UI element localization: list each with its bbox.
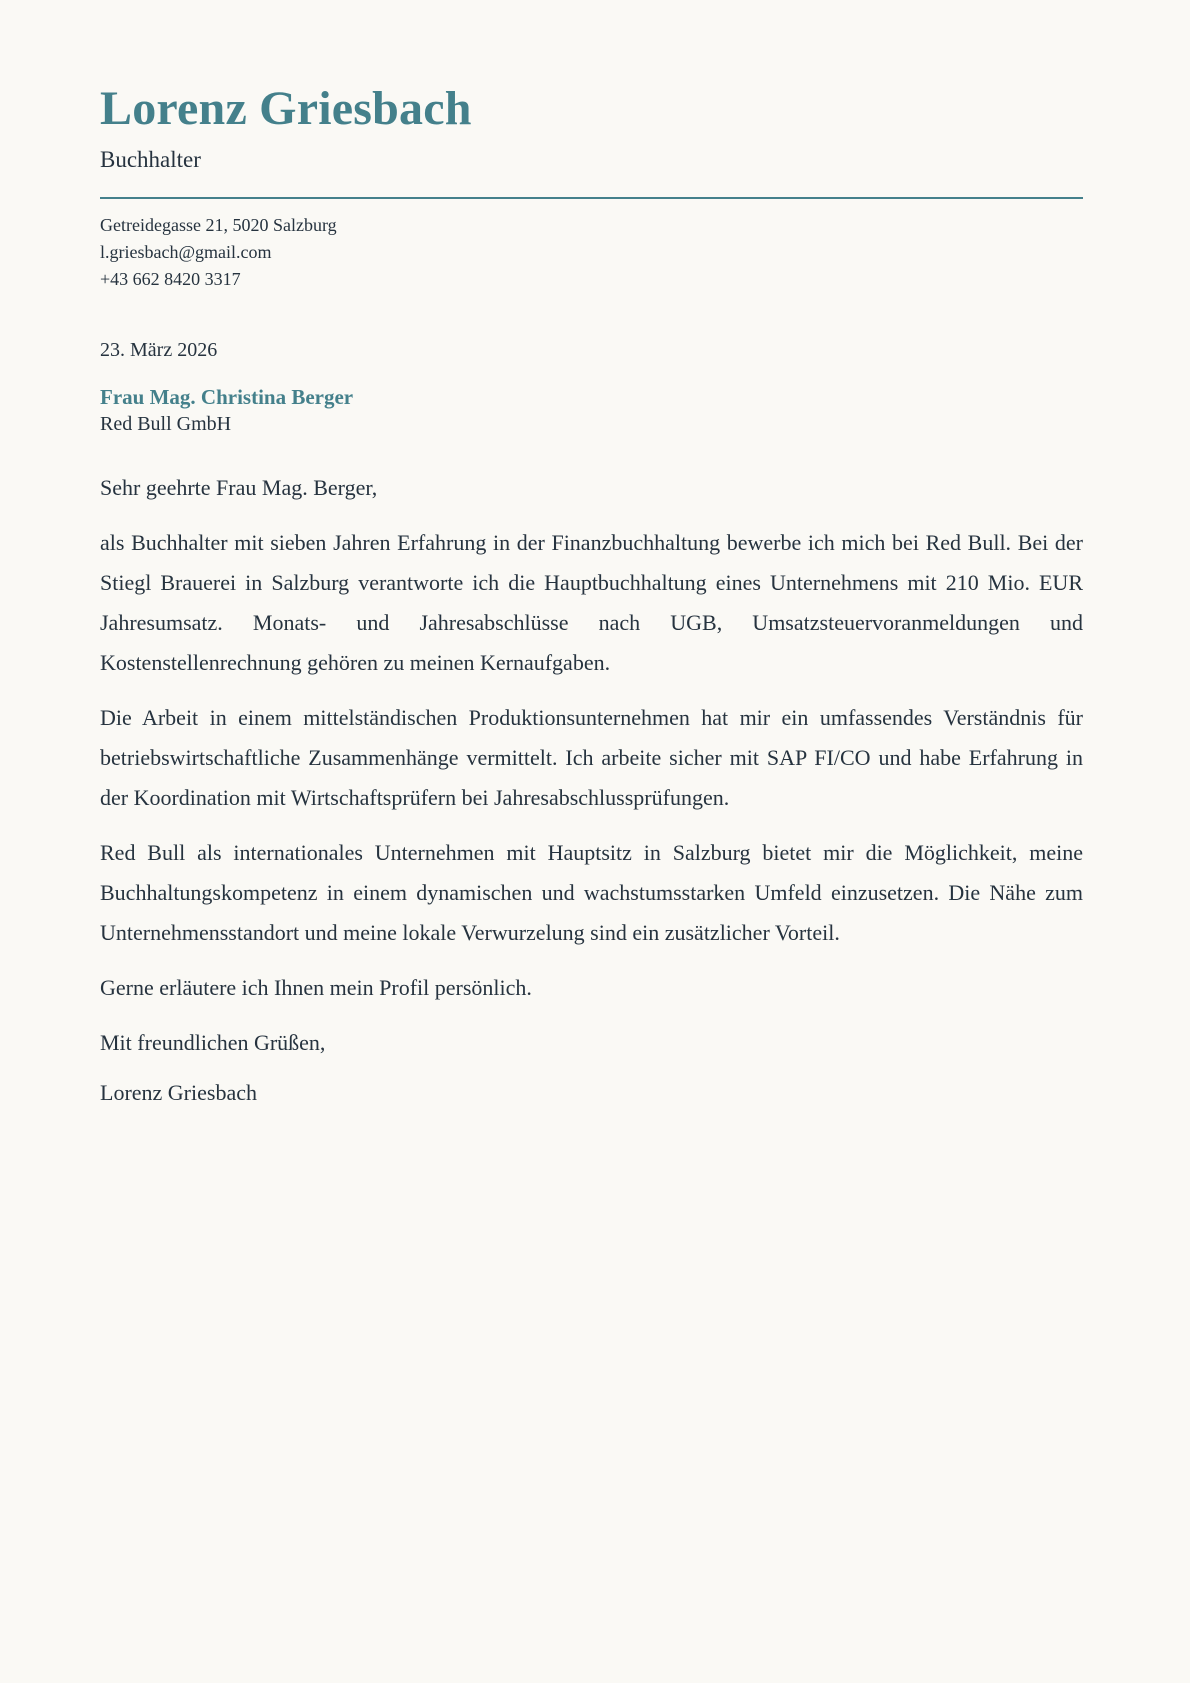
letter-header — [100, 84, 1083, 293]
body-paragraph-1: als Buchhalter mit sieben Jahren Erfahrung in der Finanzbuchhaltung bewerbe ich mich bei Red Bull. Bei der Stiegl Brauerei in Salzburg verantworte ich die Hauptbuchhaltung eines Unternehmens mit 210 Mio. EUR Jahresumsatz. Monats- und Jahresabschlüsse nach UGB, Umsatzsteuervoranmeldungen und Kostenstellenrechnung gehören zu meinen Kernaufgaben. — [100, 530, 1083, 676]
sender-job-title: Buchhalter — [100, 147, 201, 173]
closing-phrase: Mit freundlichen Grüßen, — [100, 1030, 326, 1056]
letter-body — [100, 337, 1083, 1113]
recipient-company: Red Bull GmbH — [100, 413, 232, 436]
sender-name: Lorenz Griesbach — [100, 82, 472, 135]
contact-block — [100, 212, 1083, 293]
contact-phone: +43 662 8420 3317 — [100, 269, 241, 290]
contact-address: Getreidegasse 21, 5020 Salzburg — [100, 215, 337, 236]
letter-date: 23. März 2026 — [100, 339, 218, 362]
recipient-name: Frau Mag. Christina Berger — [100, 385, 354, 410]
contact-email: l.griesbach@gmail.com — [100, 242, 272, 263]
signature-name: Lorenz Griesbach — [100, 1080, 257, 1106]
salutation: Sehr geehrte Frau Mag. Berger, — [100, 475, 378, 501]
body-paragraph-3: Red Bull als internationales Unternehmen mit Hauptsitz in Salzburg bietet mir die Möglichkeit, meine Buchhaltungskompetenz in einem dynamischen und wachstumsstarken Umfeld einzusetzen. Die Nähe zum Unternehmensstandort und meine lokale Verwurzelung sind ein zusätzlicher Vorteil. — [100, 840, 1083, 946]
header-divider — [100, 197, 1083, 199]
body-paragraph-4: Gerne erläutere ich Ihnen mein Profil persönlich. — [100, 975, 532, 1001]
body-paragraph-2: Die Arbeit in einem mittelständischen Produktionsunternehmen hat mir ein umfassendes Verständnis für betriebswirtschaftliche Zusammenhänge vermittelt. Ich arbeite sicher mit SAP FI/CO und habe Erfahrung in der Koordination mit Wirtschaftsprüfern bei Jahresabschlussprüfungen. — [100, 705, 1083, 811]
recipient-block — [100, 383, 1083, 438]
